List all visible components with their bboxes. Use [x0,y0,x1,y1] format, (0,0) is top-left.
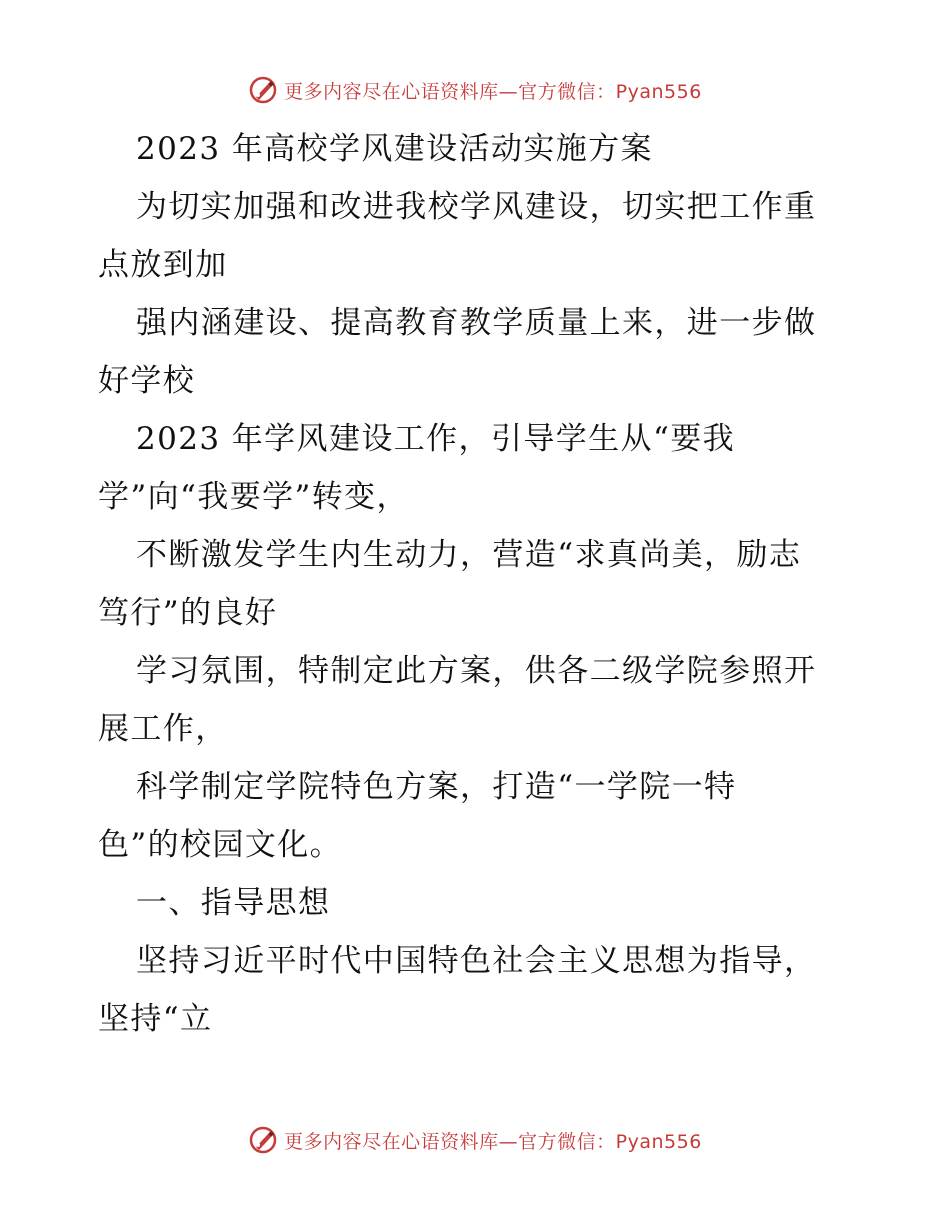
pen-logo-icon [248,1125,278,1155]
paragraph-line: 好学校 [98,363,196,399]
paragraph-line: 科学制定学院特色方案，打造“一学院一特 [136,769,737,805]
pen-logo-icon [248,75,278,105]
paragraph-line: 坚持习近平时代中国特色社会主义思想为指导， [136,943,817,979]
paragraph-line: 2023 年学风建设工作，引导学生从“要我 [136,421,735,457]
paragraph-line: 点放到加 [98,247,228,283]
paragraph-line: 坚持“立 [98,1001,213,1037]
paragraph-line: 展工作， [98,711,228,747]
document-body [98,120,858,1048]
watermark-text: 更多内容尽在心语资料库—官方微信：Pyan556 [284,80,702,103]
paragraph-line: 不断激发学生内生动力，营造“求真尚美，励志 [136,537,802,573]
header-watermark [0,70,950,110]
footer-watermark [0,1120,950,1160]
watermark-text: 更多内容尽在心语资料库—官方微信：Pyan556 [284,1130,702,1153]
paragraph-line: 学”向“我要学”转变， [98,479,409,515]
paragraph-line: 为切实加强和改进我校学风建设，切实把工作重 [136,189,817,225]
paragraph-line: 强内涵建设、提高教育教学质量上来，进一步做 [136,305,817,341]
paragraph-line: 笃行”的良好 [98,595,278,631]
paragraph-line: 学习氛围，特制定此方案，供各二级学院参照开 [136,653,817,689]
section-heading: 一、指导思想 [136,885,331,921]
paragraph-line: 色”的校园文化。 [98,827,343,863]
document-title: 2023 年高校学风建设活动实施方案 [136,131,653,167]
